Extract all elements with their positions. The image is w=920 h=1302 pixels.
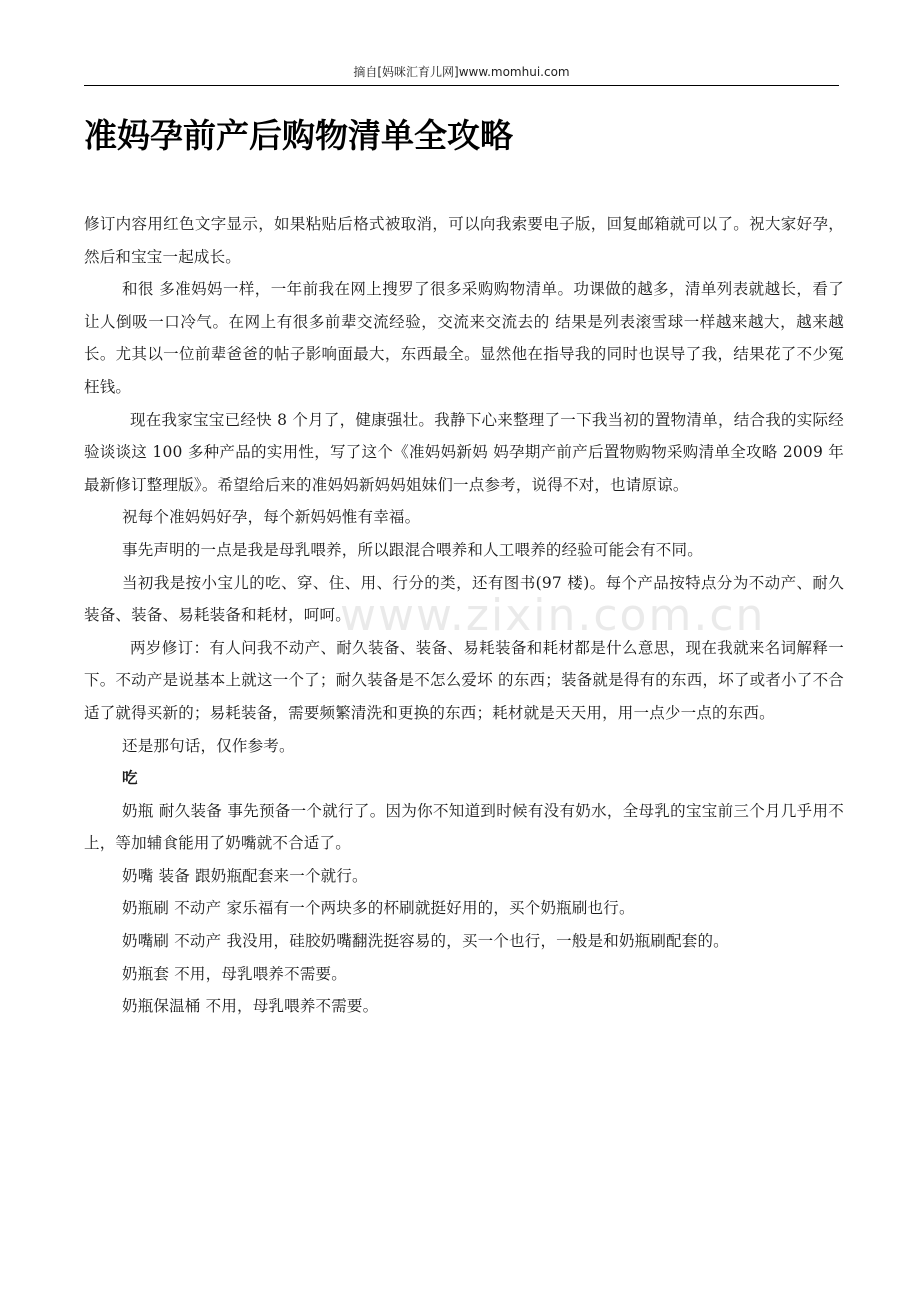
- list-item: 奶嘴刷 不动产 我没用，硅胶奶嘴翻洗挺容易的，买一个也行，一般是和奶瓶刷配套的。: [122, 932, 729, 951]
- paragraph-categories: 当初我是按小宝儿的吃、穿、住、用、行分的类，还有图书(97 楼)。每个产品按特点分为不动产、耐久装备、装备、易耗装备和耗材，呵呵。: [84, 573, 844, 625]
- document-body: [84, 208, 844, 1023]
- list-item: 奶瓶保温桶 不用，母乳喂养不需要。: [122, 997, 379, 1016]
- paragraph-revision-note: 修订内容用红色文字显示，如果粘贴后格式被取消，可以向我索要电子版，回复邮箱就可以了。祝大家好孕，然后和宝宝一起成长。: [84, 215, 844, 266]
- list-item: 奶瓶 耐久装备 事先预备一个就行了。因为你不知道到时候有没有奶水，全母乳的宝宝前三个月几乎用不上，等加辅食能用了奶嘴就不合适了。: [84, 801, 844, 853]
- paragraph-disclaimer: 事先声明的一点是我是母乳喂养，所以跟混合喂养和人工喂养的经验可能会有不同。: [122, 540, 703, 559]
- paragraph-blessing: 祝每个准妈妈好孕，每个新妈妈惟有幸福。: [122, 508, 421, 527]
- paragraph-reference-only: 还是那句话，仅作参考。: [122, 736, 295, 755]
- watermark: www.zixin.com.cn: [340, 590, 766, 641]
- paragraph-intro: 和很 多准妈妈一样，一年前我在网上搜罗了很多采购购物清单。功课做的越多，清单列表就越长，看了让人倒吸一口冷气。在网上有很多前辈交流经验，交流来交流去的 结果是列表滚雪球一样越来越大，越来越长。尤其以一位前辈爸爸的帖子影响面最大，东西最全。显然他在指导我的同时也误导了我，结果花了不少冤枉钱。: [84, 280, 844, 396]
- section-heading-eat: 吃: [122, 769, 138, 788]
- list-item: 奶嘴 装备 跟奶瓶配套来一个就行。: [122, 866, 368, 885]
- list-item: 奶瓶刷 不动产 家乐福有一个两块多的杯刷就挺好用的，买个奶瓶刷也行。: [122, 899, 635, 918]
- page-header-source: 摘自[妈咪汇育儿网]www.momhui.com: [353, 65, 570, 79]
- header-divider: [84, 85, 839, 86]
- paragraph-baby-status: 现在我家宝宝已经快 8 个月了，健康强壮。我静下心来整理了一下我当初的置物清单，结合我的实际经验谈谈这 100 多种产品的实用性，写了这个《准妈妈新妈 妈孕期产前产后置物购物采购清单全攻略 2009 年最新修订整理版》。希望给后来的准妈妈新妈妈姐妹们一点参考，说得不对，也请原谅。: [84, 410, 844, 494]
- list-item: 奶瓶套 不用，母乳喂养不需要。: [122, 964, 347, 983]
- document-title: 准妈孕前产后购物清单全攻略: [84, 116, 513, 155]
- paragraph-definitions: 两岁修订：有人问我不动产、耐久装备、装备、易耗装备和耗材都是什么意思，现在我就来名词解释一下。不动产是说基本上就这一个了；耐久装备是不怎么爱坏 的东西；装备就是得有的东西，坏了或者小了不合适了就得买新的；易耗装备，需要频繁清洗和更换的东西；耗材就是天天用，用一点少一点的东西。: [84, 638, 844, 722]
